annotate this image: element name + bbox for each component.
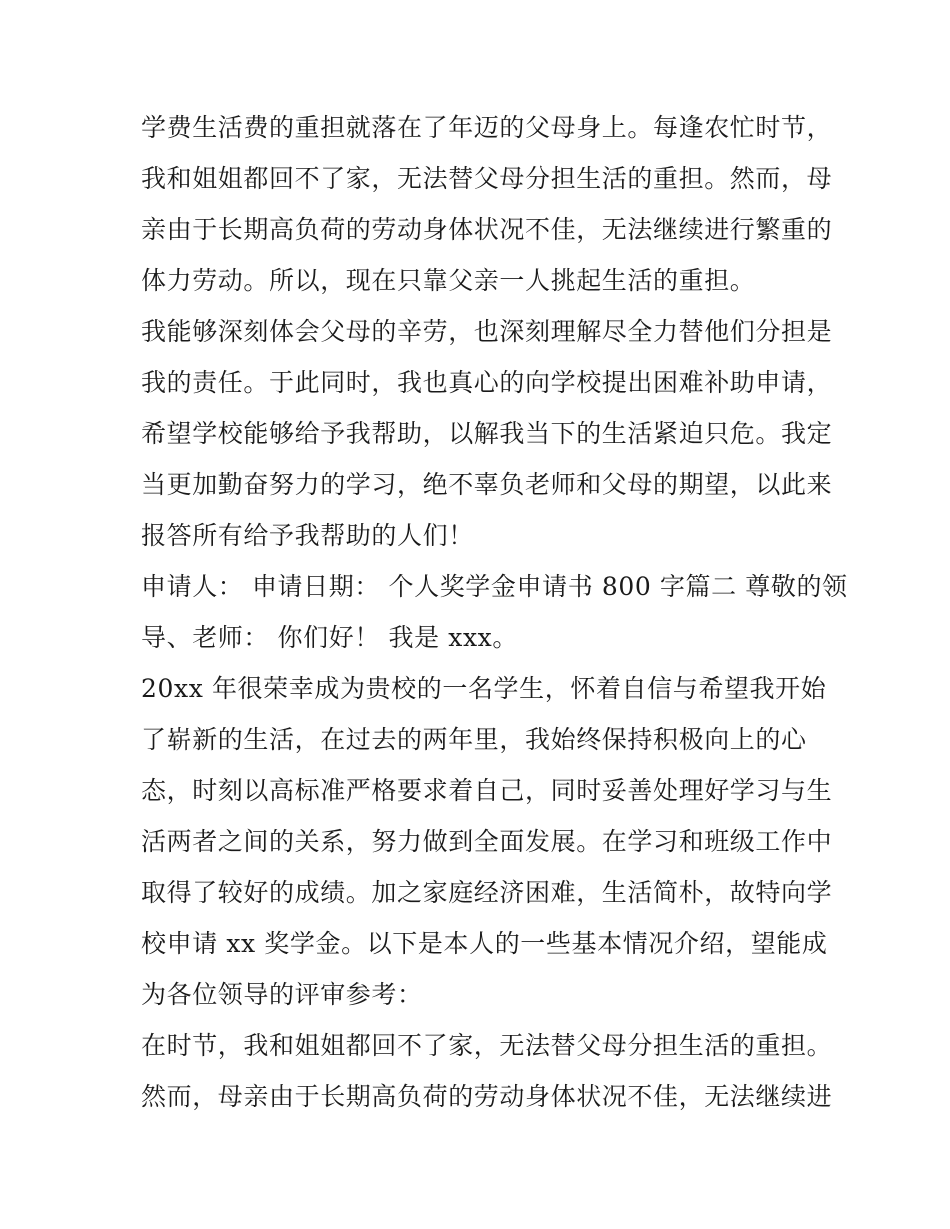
- text-line: 我和姐姐都回不了家，无法替父母分担生活的重担。然而，母: [141, 164, 833, 193]
- text-line: 希望学校能够给予我帮助，以解我当下的生活紧迫只危。我定: [141, 419, 833, 448]
- text-line: 取得了较好的成绩。加之家庭经济困难，生活简朴，故特向学: [141, 878, 833, 907]
- text-line: 导、老师： 你们好！ 我是 xxx。: [141, 623, 518, 652]
- text-line: 报答所有给予我帮助的人们！: [141, 521, 474, 550]
- text-line: 为各位领导的评审参考：: [141, 980, 423, 1009]
- text-line: 活两者之间的关系，努力做到全面发展。在学习和班级工作中: [141, 827, 833, 856]
- text-line: 体力劳动。所以，现在只靠父亲一人挑起生活的重担。: [141, 266, 756, 295]
- text-line: 20xx 年很荣幸成为贵校的一名学生，怀着自信与希望我开始: [141, 674, 827, 703]
- text-line: 在时节，我和姐姐都回不了家，无法替父母分担生活的重担。: [141, 1031, 833, 1060]
- text-line: 当更加勤奋努力的学习，绝不辜负老师和父母的期望，以此来: [141, 470, 833, 499]
- text-line: 我的责任。于此同时，我也真心的向学校提出困难补助申请，: [141, 368, 833, 397]
- text-line: 然而，母亲由于长期高负荷的劳动身体状况不佳，无法继续进: [141, 1082, 833, 1111]
- text-line: 了崭新的生活，在过去的两年里，我始终保持积极向上的心: [141, 725, 807, 754]
- text-line: 亲由于长期高负荷的劳动身体状况不佳，无法继续进行繁重的: [141, 215, 833, 244]
- text-line: 我能够深刻体会父母的辛劳，也深刻理解尽全力替他们分担是: [141, 317, 833, 346]
- text-line: 校申请 xx 奖学金。以下是本人的一些基本情况介绍，望能成: [141, 929, 828, 958]
- text-line: 态，时刻以高标准严格要求着自己，同时妥善处理好学习与生: [141, 776, 833, 805]
- text-line: 学费生活费的重担就落在了年迈的父母身上。每逢农忙时节，: [141, 113, 833, 142]
- text-line: 申请人： 申请日期： 个人奖学金申请书 800 字篇二 尊敬的领: [141, 572, 848, 601]
